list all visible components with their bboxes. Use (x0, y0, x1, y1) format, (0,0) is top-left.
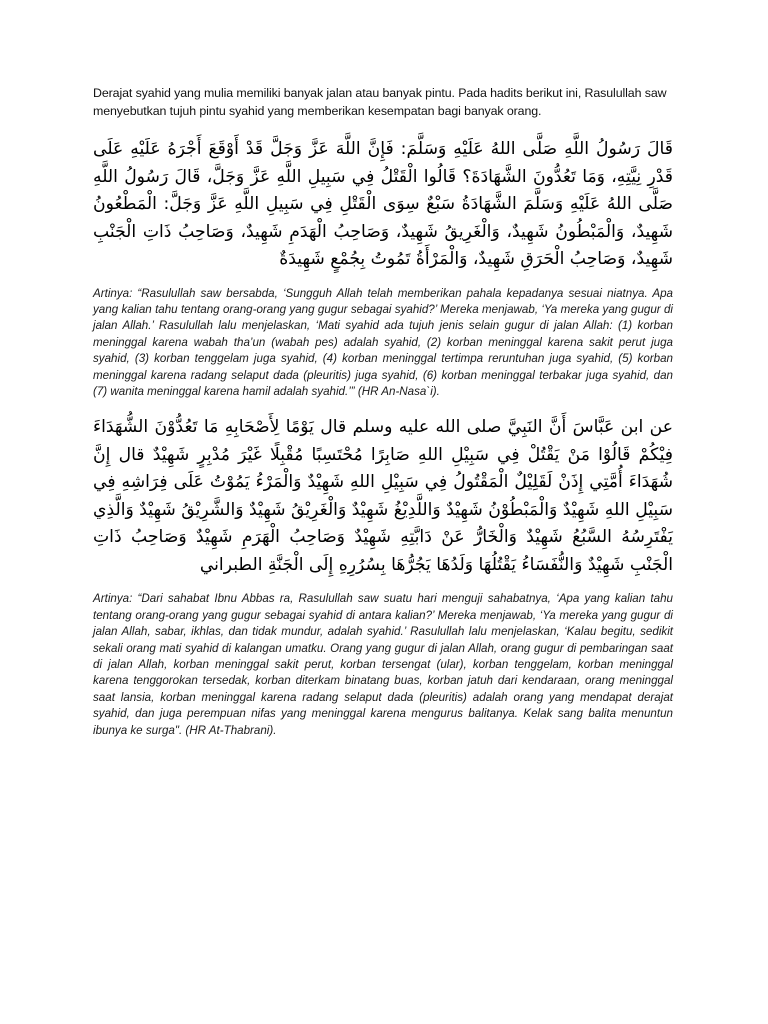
hadith-1-translation: Artinya: “Rasulullah saw bersabda, ‘Sungguh Allah telah memberikan pahala kepadanya sesuai niatnya. Apa yang kalian tahu tentang orang-orang yang gugur sebagai syahid?’ Mereka menjawab, ‘Ya mereka yang gugur di jalan Allah.’ Rasulullah lalu menjelaskan, ‘Mati syahid ada tujuh jenis selain gugur di jalan Allah: (1) korban meninggal karena wabah tha’un (wabah pes) adalah syahid, (2) korban meninggal karena sakit perut juga syahid, (3) korban tenggelam juga syahid, (4) korban meninggal tertimpa reruntuhan juga syahid, (5) korban meninggal karena radang selaput dada (pleuritis) juga syahid, (6) korban meninggal terbakar juga syahid, dan (7) wanita meninggal karena hamil adalah syahid.’” (HR An-Nasa`i). (93, 286, 673, 398)
hadith-2-arabic-text: عن ابن عَبَّاسَ أَنَّ النَبِيَّ صلى الله عليه وسلم قال يَوْمًا لِأَصْحَابِهِ مَا تَعُدُّوْنَ الشُّهَدَاءَ فِيْكُمْ قَالُوْا مَنْ يَقْتُلْ فِي سَبِيْلِ اللهِ صَابِرًا مُحْتَسِبًا مُقْبِلًا غَيْرَ مُدْبِرٍ شَهِيْدٌ قال إِنَّ شُهَدَاءَ أُمَّتِي إِذَنْ لَقَلِيْلٌ الْمَقْتُولُ فِي سَبِيْلِ اللهِ شَهِيْدٌ وَالْمَرْءُ يَمُوْتُ عَلَى فِرَاشِهِ فِي سَبِيْلِ اللهِ شَهِيْدٌ وَالْمَبْطُوْنُ شَهِيْدٌ وَاللَّدِيْغُ شَهِيْدٌ وَالْغَرِيْقُ شَهِيْدٌ وَالشَّرِيْقُ شَهِيْدٌ وَالَّذِي يَفْتَرِسُهُ السَّبُعُ شَهِيْدٌ وَالْخَارُّ عَنْ دَابَّتِهِ شَهِيْدٌ وَصَاحِبُ الْهَرَمِ شَهِيْدٌ وَصَاحِبُ ذَاتِ الْجَنْبِ شَهِيْدٌ وَالنُّفَسَاءُ يَقْتُلُهَا وَلَدُهَا يَجُرُّهَا بِسُرُرِهِ إِلَى الْجَنَّةِ الطبراني (93, 417, 673, 575)
intro-paragraph: Derajat syahid yang mulia memiliki banyak jalan atau banyak pintu. Pada hadits berikut ini, Rasulullah saw menyebutkan tujuh pintu syahid yang memberikan kesempatan bagi banyak orang. (93, 86, 667, 118)
hadith-2-translation: Artinya: “Dari sahabat Ibnu Abbas ra, Rasulullah saw suatu hari menguji sahabatnya, ‘Apa yang kalian tahu tentang orang-orang yang gugur sebagai syahid di antara kalian?’ Mereka menjawab, ‘Ya mereka yang gugur di jalan Allah, sabar, ikhlas, dan tidak mundur, adalah syahid.’ Rasulullah lalu menjelaskan, ‘Kalau begitu, sedikit sekali orang mati syahid di kalangan umatku. Orang yang gugur di jalan Allah, orang gugur di pembaringan saat di jalan Allah, korban meninggal sakit perut, korban tersengat (ular), korban tenggelam, korban meninggal karena tenggorokan tersedak, korban diterkam binatang buas, korban jatuh dari kendaraan, orang meninggal saat lansia, korban meninggal karena radang selaput dada (pleuritis) adalah orang yang mendapat derajat syahid, dan juga perempuan nifas yang meninggal karena mengurus balitanya. Kelak sang balita menuntun ibunya ke surga". (HR At-Thabrani). (93, 592, 673, 737)
document-page (93, 84, 673, 753)
hadith-1-arabic-text: قَالَ رَسُولُ اللَّهِ صَلَّى اللهُ عَلَيْهِ وَسَلَّمَ: فَإِنَّ اللَّهَ عَزَّ وَجَلَّ قَدْ أَوْقَعَ أَجْرَهُ عَلَيْهِ عَلَى قَدْرِ نِيَّتِهِ، وَمَا تَعُدُّونَ الشَّهَادَةَ؟ قَالُوا الْقَتْلُ فِي سَبِيلِ اللَّهِ عَزَّ وَجَلَّ، قَالَ رَسُولُ اللَّهِ صَلَّى اللهُ عَلَيْهِ وَسَلَّمَ الشَّهَادَةُ سَبْعٌ سِوَى الْقَتْلِ فِي سَبِيلِ اللَّهِ عَزَّ وَجَلَّ: الْمَطْعُونُ شَهِيدٌ، وَالْمَبْطُونُ شَهِيدٌ، وَالْغَرِيقُ شَهِيدٌ، وَصَاحِبُ الْهَدَمِ شَهِيدٌ، وَصَاحِبُ ذَاتِ الْجَنْبِ شَهِيدٌ، وَصَاحِبُ الْحَرَقِ شَهِيدٌ، وَالْمَرْأَةُ تَمُوتُ بِجُمْعٍ شَهِيدَةٌ (93, 139, 673, 269)
